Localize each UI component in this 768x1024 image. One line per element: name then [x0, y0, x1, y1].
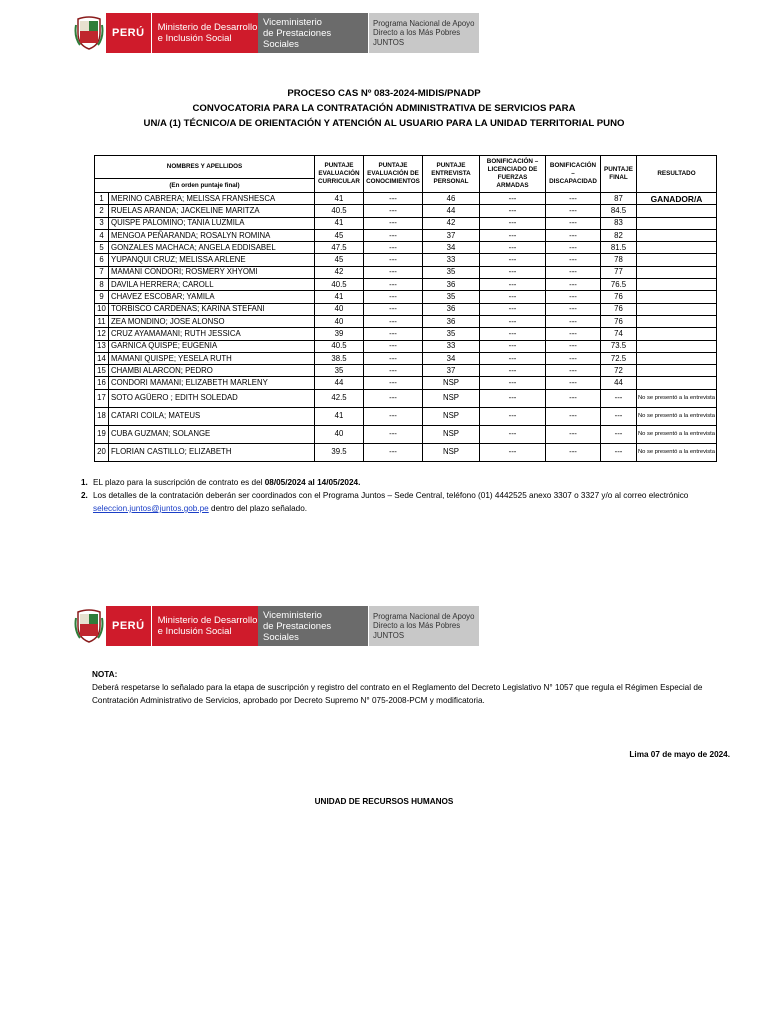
cell-fin: 78	[601, 254, 637, 266]
table-row	[95, 365, 717, 377]
header-resultado: RESULTADO	[637, 156, 717, 193]
ministry-label: Ministerio de Desarrollo e Inclusión Social	[157, 22, 258, 44]
table-row	[95, 407, 717, 425]
cell-ffaa: ---	[480, 328, 546, 340]
cell-n: 16	[95, 377, 109, 389]
cell-res	[637, 229, 717, 241]
cell-fin: 87	[601, 193, 637, 205]
cell-ffaa: ---	[480, 254, 546, 266]
cell-con: ---	[364, 303, 423, 315]
cell-ent: 35	[423, 291, 480, 303]
cell-dis: ---	[546, 254, 601, 266]
cell-ffaa: ---	[480, 365, 546, 377]
cell-ffaa: ---	[480, 291, 546, 303]
cell-fin: 76	[601, 315, 637, 327]
cell-res	[637, 328, 717, 340]
cell-name: RUELAS ARANDA; JACKELINE MARITZA	[109, 205, 315, 217]
cell-cur: 35	[315, 365, 364, 377]
date-line: Lima 07 de mayo de 2024.	[629, 750, 730, 759]
cell-name: CRUZ AYAMAMANI; RUTH JESSICA	[109, 328, 315, 340]
cell-ffaa: ---	[480, 340, 546, 352]
cell-name: CHAMBI ALARCON; PEDRO	[109, 365, 315, 377]
table-row	[95, 217, 717, 229]
cell-cur: 45	[315, 254, 364, 266]
cell-fin: 76	[601, 291, 637, 303]
document-titles	[0, 86, 768, 131]
cell-ent: 42	[423, 217, 480, 229]
cell-con: ---	[364, 291, 423, 303]
table-row	[95, 315, 717, 327]
cell-ent: NSP	[423, 425, 480, 443]
cell-con: ---	[364, 254, 423, 266]
cell-ent: 36	[423, 279, 480, 291]
cell-ent: NSP	[423, 389, 480, 407]
cell-res	[637, 303, 717, 315]
cell-name: ZEA MONDINO; JOSE ALONSO	[109, 315, 315, 327]
cell-dis: ---	[546, 328, 601, 340]
cell-fin: 76	[601, 303, 637, 315]
cell-ent: 35	[423, 266, 480, 278]
cell-fin: 44	[601, 377, 637, 389]
cell-ent: 34	[423, 352, 480, 364]
note-1: 1. EL plazo para la suscripción de contrato es del 08/05/2024 al 14/05/2024.	[81, 478, 361, 487]
cell-name: SOTO AGÜERO ; EDITH SOLEDAD	[109, 389, 315, 407]
cell-dis: ---	[546, 229, 601, 241]
cell-con: ---	[364, 193, 423, 205]
cell-res: No se presentó a la entrevista	[637, 425, 717, 443]
cell-res: No se presentó a la entrevista	[637, 443, 717, 461]
table-row	[95, 377, 717, 389]
cell-n: 12	[95, 328, 109, 340]
cell-dis: ---	[546, 315, 601, 327]
cell-ffaa: ---	[480, 377, 546, 389]
cell-name: CATARI COILA; MATEUS	[109, 407, 315, 425]
cell-cur: 41	[315, 217, 364, 229]
nota-heading: NOTA:	[92, 670, 118, 679]
cell-cur: 47.5	[315, 242, 364, 254]
table-row	[95, 242, 717, 254]
ministry-label: Ministerio de Desarrollo e Inclusión Social	[157, 615, 258, 637]
cell-res	[637, 279, 717, 291]
cell-name: FLORIAN CASTILLO; ELIZABETH	[109, 443, 315, 461]
country-label: PERÚ	[106, 606, 152, 646]
cell-n: 5	[95, 242, 109, 254]
cell-cur: 40	[315, 303, 364, 315]
cell-con: ---	[364, 229, 423, 241]
cell-res	[637, 315, 717, 327]
cell-dis: ---	[546, 266, 601, 278]
ministry-logo	[106, 606, 258, 646]
cell-ffaa: ---	[480, 303, 546, 315]
cell-cur: 40.5	[315, 279, 364, 291]
cell-name: CUBA GUZMAN; SOLANGE	[109, 425, 315, 443]
cell-fin: ---	[601, 407, 637, 425]
program-label: Programa Nacional de Apoyo Directo a los Más Pobres JUNTOS	[369, 13, 479, 53]
header-nombres: NOMBRES Y APELLIDOS	[95, 156, 315, 179]
cell-fin: 83	[601, 217, 637, 229]
cell-name: YUPANQUI CRUZ; MELISSA ARLENE	[109, 254, 315, 266]
cell-name: DAVILA HERRERA; CAROLL	[109, 279, 315, 291]
cell-ffaa: ---	[480, 205, 546, 217]
cell-fin: 76.5	[601, 279, 637, 291]
cell-fin: 77	[601, 266, 637, 278]
cell-n: 8	[95, 279, 109, 291]
cell-name: GARNICA QUISPE; EUGENIA	[109, 340, 315, 352]
cell-ent: NSP	[423, 443, 480, 461]
cell-dis: ---	[546, 193, 601, 205]
table-row	[95, 279, 717, 291]
cell-n: 10	[95, 303, 109, 315]
vice-ministry-label: Viceministerio de Prestaciones Sociales	[258, 13, 368, 53]
results-table	[94, 155, 717, 462]
note-2: 2. Los detalles de la contratación deberán ser coordinados con el Programa Juntos – Sede Central, teléfono (01) 4442525 anexo 3307 o 3327 y/o al correo electrónico	[81, 491, 689, 500]
cell-ent: 36	[423, 303, 480, 315]
cell-ent: 36	[423, 315, 480, 327]
process-title: PROCESO CAS Nº 083-2024-MIDIS/PNADP	[287, 88, 481, 99]
cell-con: ---	[364, 407, 423, 425]
cell-dis: ---	[546, 217, 601, 229]
cell-fin: 73.5	[601, 340, 637, 352]
cell-ffaa: ---	[480, 352, 546, 364]
cell-n: 17	[95, 389, 109, 407]
header-logos-2	[72, 606, 479, 646]
cell-cur: 42	[315, 266, 364, 278]
cell-ent: NSP	[423, 377, 480, 389]
cell-ent: 33	[423, 340, 480, 352]
cell-ent: 37	[423, 229, 480, 241]
cell-n: 15	[95, 365, 109, 377]
cell-con: ---	[364, 217, 423, 229]
cell-ent: 35	[423, 328, 480, 340]
cell-n: 1	[95, 193, 109, 205]
cell-res	[637, 205, 717, 217]
table-row	[95, 291, 717, 303]
cell-dis: ---	[546, 425, 601, 443]
email-link[interactable]: seleccion.juntos@juntos.gob.pe	[93, 504, 209, 513]
cell-cur: 44	[315, 377, 364, 389]
cell-n: 14	[95, 352, 109, 364]
table-row	[95, 340, 717, 352]
cell-name: MAMANI CONDORI; ROSMERY XHYOMI	[109, 266, 315, 278]
cell-cur: 39.5	[315, 443, 364, 461]
cell-ent: 44	[423, 205, 480, 217]
cell-ffaa: ---	[480, 425, 546, 443]
cell-dis: ---	[546, 291, 601, 303]
cell-res	[637, 217, 717, 229]
header-final: PUNTAJE FINAL	[601, 156, 637, 193]
cell-fin: ---	[601, 443, 637, 461]
vice-ministry-label: Viceministerio de Prestaciones Sociales	[258, 606, 368, 646]
cell-con: ---	[364, 340, 423, 352]
cell-res	[637, 254, 717, 266]
cell-cur: 38.5	[315, 352, 364, 364]
cell-dis: ---	[546, 443, 601, 461]
header-curricular: PUNTAJE EVALUACIÓN CURRICULAR	[315, 156, 364, 193]
notes-section	[81, 476, 741, 515]
cell-ent: 34	[423, 242, 480, 254]
table-row	[95, 266, 717, 278]
cell-fin: 74	[601, 328, 637, 340]
cell-n: 9	[95, 291, 109, 303]
header-discapacidad: BONIFICACIÓN – DISCAPACIDAD	[546, 156, 601, 193]
cell-fin: 84.5	[601, 205, 637, 217]
cell-res: No se presentó a la entrevista	[637, 389, 717, 407]
cell-ffaa: ---	[480, 217, 546, 229]
cell-ffaa: ---	[480, 266, 546, 278]
table-row	[95, 229, 717, 241]
cell-dis: ---	[546, 242, 601, 254]
cell-ent: 46	[423, 193, 480, 205]
cell-cur: 41	[315, 291, 364, 303]
table-row	[95, 352, 717, 364]
cell-ffaa: ---	[480, 279, 546, 291]
cell-res	[637, 377, 717, 389]
table-row	[95, 303, 717, 315]
cell-con: ---	[364, 425, 423, 443]
cell-fin: ---	[601, 425, 637, 443]
cell-dis: ---	[546, 279, 601, 291]
table-row	[95, 328, 717, 340]
cell-n: 6	[95, 254, 109, 266]
cell-n: 2	[95, 205, 109, 217]
note-2-email-line: seleccion.juntos@juntos.gob.pe dentro del plazo señalado.	[93, 504, 308, 513]
cell-con: ---	[364, 205, 423, 217]
results-body	[95, 193, 717, 462]
country-label: PERÚ	[106, 13, 152, 53]
cell-name: MENGOA PEÑARANDA; ROSALYN ROMINA	[109, 229, 315, 241]
nota-text: Deberá respetarse lo señalado para la etapa de suscripción y registro del contrato en el Reglamento del Decreto Legislativo N° 1057 que regula el Régimen Especial de Contratación Administrativo de Servicios, aprobado por Decreto Supremo N° 075-2008-PCM y modificatoria.	[92, 683, 703, 705]
cell-n: 4	[95, 229, 109, 241]
cell-name: CONDORI MAMANI; ELIZABETH MARLENY	[109, 377, 315, 389]
cell-cur: 40.5	[315, 205, 364, 217]
cell-n: 7	[95, 266, 109, 278]
cell-con: ---	[364, 443, 423, 461]
cell-ent: 33	[423, 254, 480, 266]
cell-n: 18	[95, 407, 109, 425]
cell-con: ---	[364, 352, 423, 364]
cell-ffaa: ---	[480, 389, 546, 407]
table-row	[95, 205, 717, 217]
cell-dis: ---	[546, 340, 601, 352]
cell-name: TORBISCO CARDENAS; KARINA STEFANI	[109, 303, 315, 315]
cell-n: 13	[95, 340, 109, 352]
cell-n: 20	[95, 443, 109, 461]
cell-name: CHAVEZ ESCOBAR; YAMILA	[109, 291, 315, 303]
cell-con: ---	[364, 266, 423, 278]
cell-name: MERINO CABRERA; MELISSA FRANSHESCA	[109, 193, 315, 205]
cell-con: ---	[364, 242, 423, 254]
cell-ent: NSP	[423, 407, 480, 425]
table-row	[95, 389, 717, 407]
header-entrevista: PUNTAJE ENTREVISTA PERSONAL	[423, 156, 480, 193]
cell-con: ---	[364, 315, 423, 327]
nota-section	[92, 668, 737, 707]
cell-res	[637, 365, 717, 377]
header-orden: (En orden puntaje final)	[95, 179, 315, 193]
cell-con: ---	[364, 279, 423, 291]
cell-cur: 41	[315, 193, 364, 205]
cell-fin: 81.5	[601, 242, 637, 254]
cell-res	[637, 340, 717, 352]
cell-res	[637, 242, 717, 254]
header-ffaa: BONIFICACIÓN – LICENCIADO DE FUERZAS ARMADAS	[480, 156, 546, 193]
cell-name: QUISPE PALOMINO; TANIA LUZMILA	[109, 217, 315, 229]
cell-res	[637, 266, 717, 278]
cell-cur: 40	[315, 425, 364, 443]
cell-res	[637, 291, 717, 303]
cell-fin: 72	[601, 365, 637, 377]
cell-fin: 82	[601, 229, 637, 241]
cell-name: MAMANI QUISPE; YESELA RUTH	[109, 352, 315, 364]
call-title: CONVOCATORIA PARA LA CONTRATACIÓN ADMINISTRATIVA DE SERVICIOS PARA	[192, 103, 576, 114]
cell-dis: ---	[546, 365, 601, 377]
cell-ffaa: ---	[480, 315, 546, 327]
cell-ffaa: ---	[480, 229, 546, 241]
header-logos	[72, 13, 479, 53]
cell-con: ---	[364, 328, 423, 340]
cell-ent: 37	[423, 365, 480, 377]
cell-con: ---	[364, 389, 423, 407]
cell-ffaa: ---	[480, 443, 546, 461]
program-label: Programa Nacional de Apoyo Directo a los Más Pobres JUNTOS	[369, 606, 479, 646]
cell-cur: 40	[315, 315, 364, 327]
cell-dis: ---	[546, 303, 601, 315]
coat-of-arms-icon	[72, 13, 106, 53]
cell-cur: 45	[315, 229, 364, 241]
coat-of-arms-icon	[72, 606, 106, 646]
cell-n: 3	[95, 217, 109, 229]
signature-unit: UNIDAD DE RECURSOS HUMANOS	[314, 797, 454, 806]
cell-cur: 40.5	[315, 340, 364, 352]
cell-fin: ---	[601, 389, 637, 407]
cell-n: 19	[95, 425, 109, 443]
cell-cur: 41	[315, 407, 364, 425]
cell-con: ---	[364, 365, 423, 377]
cell-ffaa: ---	[480, 193, 546, 205]
table-row	[95, 443, 717, 461]
cell-name: GONZALES MACHACA; ANGELA EDDISABEL	[109, 242, 315, 254]
ministry-logo	[106, 13, 258, 53]
cell-res: No se presentó a la entrevista	[637, 407, 717, 425]
cell-res	[637, 352, 717, 364]
cell-dis: ---	[546, 407, 601, 425]
table-row	[95, 425, 717, 443]
header-conocimientos: PUNTAJE EVALUACIÓN DE CONOCIMIENTOS	[364, 156, 423, 193]
cell-ffaa: ---	[480, 407, 546, 425]
table-row	[95, 193, 717, 205]
table-row	[95, 254, 717, 266]
cell-dis: ---	[546, 205, 601, 217]
cell-fin: 72.5	[601, 352, 637, 364]
cell-dis: ---	[546, 389, 601, 407]
cell-ffaa: ---	[480, 242, 546, 254]
cell-res: GANADOR/A	[637, 193, 717, 205]
cell-dis: ---	[546, 352, 601, 364]
cell-dis: ---	[546, 377, 601, 389]
position-title: UN/A (1) TÉCNICO/A DE ORIENTACIÓN Y ATENCIÓN AL USUARIO PARA LA UNIDAD TERRITORIAL PUNO	[143, 118, 625, 129]
cell-cur: 39	[315, 328, 364, 340]
cell-con: ---	[364, 377, 423, 389]
cell-cur: 42.5	[315, 389, 364, 407]
cell-n: 11	[95, 315, 109, 327]
